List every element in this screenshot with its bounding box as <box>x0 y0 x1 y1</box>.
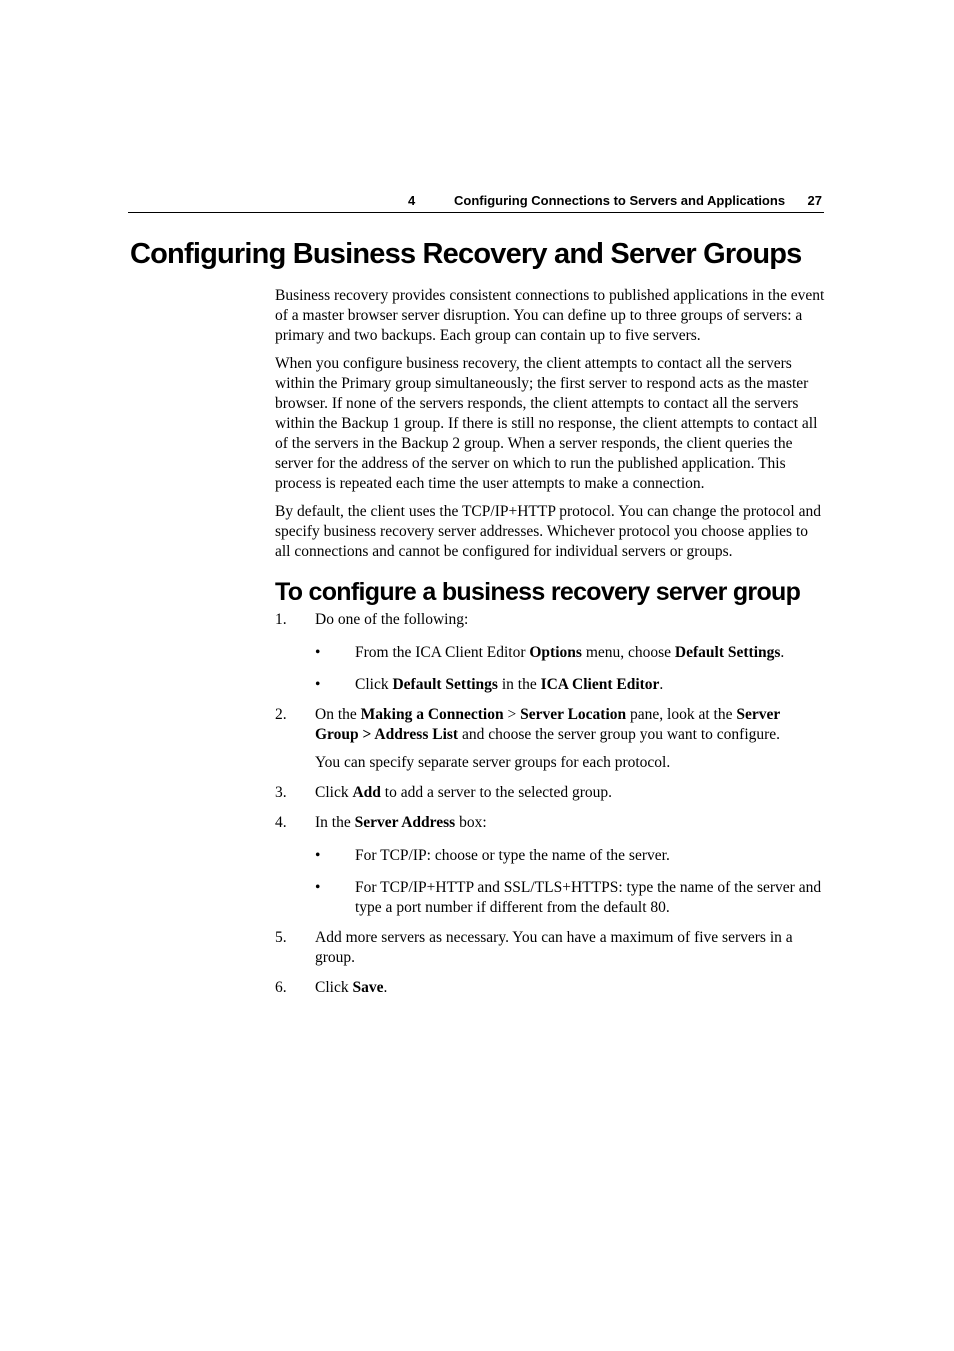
step-number: 5. <box>275 929 287 946</box>
paragraph: Business recovery provides consistent connections to published applications in the event of a master browser server disruption. You can define up to three groups of servers: a primary and two backups. Each group can contain up to five servers. <box>275 287 825 344</box>
field-name: Server Address <box>354 814 456 831</box>
page-number: 27 <box>807 193 822 208</box>
chapter-number: 4 <box>408 193 416 208</box>
text-run: . <box>659 676 664 693</box>
step-text <box>315 813 825 833</box>
text-run: in the <box>497 676 541 693</box>
procedure-steps <box>275 610 825 998</box>
paragraph: By default, the client uses the TCP/IP+HTTP protocol. You can change the protocol and specify business recovery server addresses. Whichever protocol you choose applies to all connections and cannot be configured for individual servers or groups. <box>275 503 821 560</box>
step-text: Add more servers as necessary. You can have a maximum of five servers in a group. <box>315 929 793 966</box>
list-item <box>315 675 825 695</box>
list-item <box>315 878 825 918</box>
step-number: 6. <box>275 979 287 996</box>
text-run: On the <box>315 706 361 723</box>
bullet-list <box>315 846 825 918</box>
step-number: 3. <box>275 784 287 801</box>
procedure-title: To configure a business recovery server group <box>275 578 801 606</box>
text-run: Click <box>315 979 353 996</box>
text-run: pane, look at the <box>626 706 737 723</box>
app-name: ICA Client Editor <box>540 676 660 693</box>
step-text <box>315 705 825 745</box>
text-run: box: <box>455 814 487 831</box>
step-text: Do one of the following: <box>315 611 469 628</box>
step <box>275 610 825 695</box>
running-header <box>128 190 824 213</box>
text-run: . <box>383 979 388 996</box>
step <box>275 928 825 968</box>
bullet-icon: • <box>315 879 321 896</box>
bullet-list <box>315 643 825 695</box>
button-name: Default Settings <box>392 676 498 693</box>
ui-term: Server Location <box>520 706 627 723</box>
button-name: Save <box>352 979 384 996</box>
bullet-icon: • <box>315 644 321 661</box>
step <box>275 978 825 998</box>
ui-term: Server Group > Address List <box>315 706 780 743</box>
body-text <box>275 286 825 1008</box>
text-run: Click <box>315 784 353 801</box>
chapter-title: Configuring Connections to Servers and Applications <box>454 193 786 208</box>
menu-name: Options <box>529 644 582 661</box>
text-run: In the <box>315 814 355 831</box>
menu-item-name: Default Settings <box>674 644 781 661</box>
paragraph: When you configure business recovery, the client attempts to contact all the servers within the Primary group simultaneously; the first server to respond acts as the master browser. If none of the servers responds, the client attempts to contact all the servers within the Backup 1 group. If there is still no response, the client attempts to contact all of the servers in the Backup 2 group. When a server responds, the client queries the server for the address of the server on which to run the published application. This process is repeated each time the user attempts to make a connection. <box>275 355 818 492</box>
bullet-icon: • <box>315 676 321 693</box>
step-number: 4. <box>275 814 287 831</box>
ui-term: Making a Connection <box>360 706 504 723</box>
step <box>275 783 825 803</box>
text-run: menu, choose <box>581 644 675 661</box>
text-run: . <box>780 644 785 661</box>
step-text <box>315 783 825 803</box>
text-run: From the ICA Client Editor <box>355 644 530 661</box>
list-item-text: For TCP/IP+HTTP and SSL/TLS+HTTPS: type the name of the server and type a port number if different from the default 80. <box>355 879 822 916</box>
section-title: Configuring Business Recovery and Server Groups <box>130 238 802 270</box>
list-item-text: For TCP/IP: choose or type the name of the server. <box>355 847 670 864</box>
bullet-icon: • <box>315 847 321 864</box>
step <box>275 705 825 773</box>
text-run: and choose the server group you want to configure. <box>458 726 781 743</box>
step-number: 2. <box>275 706 287 723</box>
step-note: You can specify separate server groups for each protocol. <box>315 754 671 771</box>
button-name: Add <box>352 784 381 801</box>
text-run: to add a server to the selected group. <box>380 784 613 801</box>
text-run: Click <box>355 676 393 693</box>
text-run: > <box>503 706 521 723</box>
step-number: 1. <box>275 611 287 628</box>
list-item <box>315 846 825 866</box>
step <box>275 813 825 918</box>
list-item <box>315 643 825 663</box>
step-text <box>315 978 825 998</box>
